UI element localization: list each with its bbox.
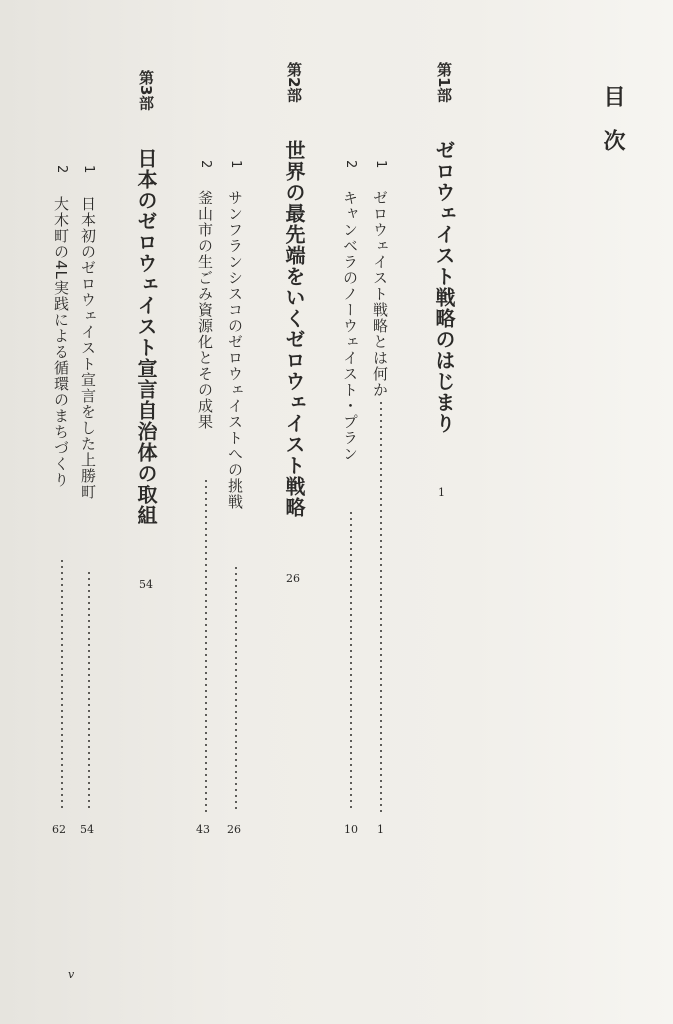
part-3-chapter-1-page: 54 <box>80 823 94 836</box>
part-1-chapter-2-title: キャンベラのノーウェイスト・プラン <box>341 190 359 462</box>
part-1-page: 1 <box>438 486 445 499</box>
part-2-chapter-2-number: 2 <box>198 160 213 169</box>
part-2-page: 26 <box>286 572 300 585</box>
part-1-chapter-2-leader <box>350 510 352 812</box>
part-1-chapter-1-number: 1 <box>373 160 388 169</box>
part-3-chapter-2-number: 2 <box>54 165 69 174</box>
part-2-chapter-2-leader <box>205 478 207 812</box>
part-2-label: 第2部 <box>285 62 303 103</box>
part-3-chapter-2-leader <box>61 558 63 812</box>
part-2-title: 世界の最先端をいくゼロウェイスト戦略 <box>282 140 306 518</box>
page-folio: v <box>68 968 75 981</box>
part-3-chapter-1-leader <box>88 570 90 812</box>
part-3-page: 54 <box>139 578 153 591</box>
toc-title: 目次 <box>600 85 626 173</box>
part-2-chapter-1-number: 1 <box>228 160 243 169</box>
part-3-label: 第3部 <box>137 70 155 111</box>
part-1-label: 第1部 <box>435 62 453 103</box>
part-3-chapter-1-title: 日本初のゼロウェイスト宣言をした上勝町 <box>79 196 97 500</box>
part-1-title: ゼロウェイスト戦略のはじまり <box>432 140 456 434</box>
part-2-chapter-1-page: 26 <box>227 823 241 836</box>
part-3-chapter-2-title: 大木町の4L実践による循環のまちづくり <box>52 196 70 488</box>
part-2-chapter-1-title: サンフランシスコのゼロウェイストへの挑戦 <box>226 190 244 510</box>
part-1-chapter-2-page: 10 <box>344 823 358 836</box>
part-1-chapter-1-page: 1 <box>377 823 384 836</box>
part-1-chapter-1-leader <box>380 400 382 812</box>
part-2-chapter-2-title: 釜山市の生ごみ資源化とその成果 <box>196 190 214 430</box>
part-3-title: 日本のゼロウェイスト宣言自治体の取組 <box>134 148 158 526</box>
part-3-chapter-2-page: 62 <box>52 823 66 836</box>
part-3-chapter-1-number: 1 <box>81 165 96 174</box>
part-2-chapter-1-leader <box>235 565 237 812</box>
part-1-chapter-2-number: 2 <box>343 160 358 169</box>
part-2-chapter-2-page: 43 <box>196 823 210 836</box>
part-1-chapter-1-title: ゼロウェイスト戦略とは何か <box>371 190 389 398</box>
